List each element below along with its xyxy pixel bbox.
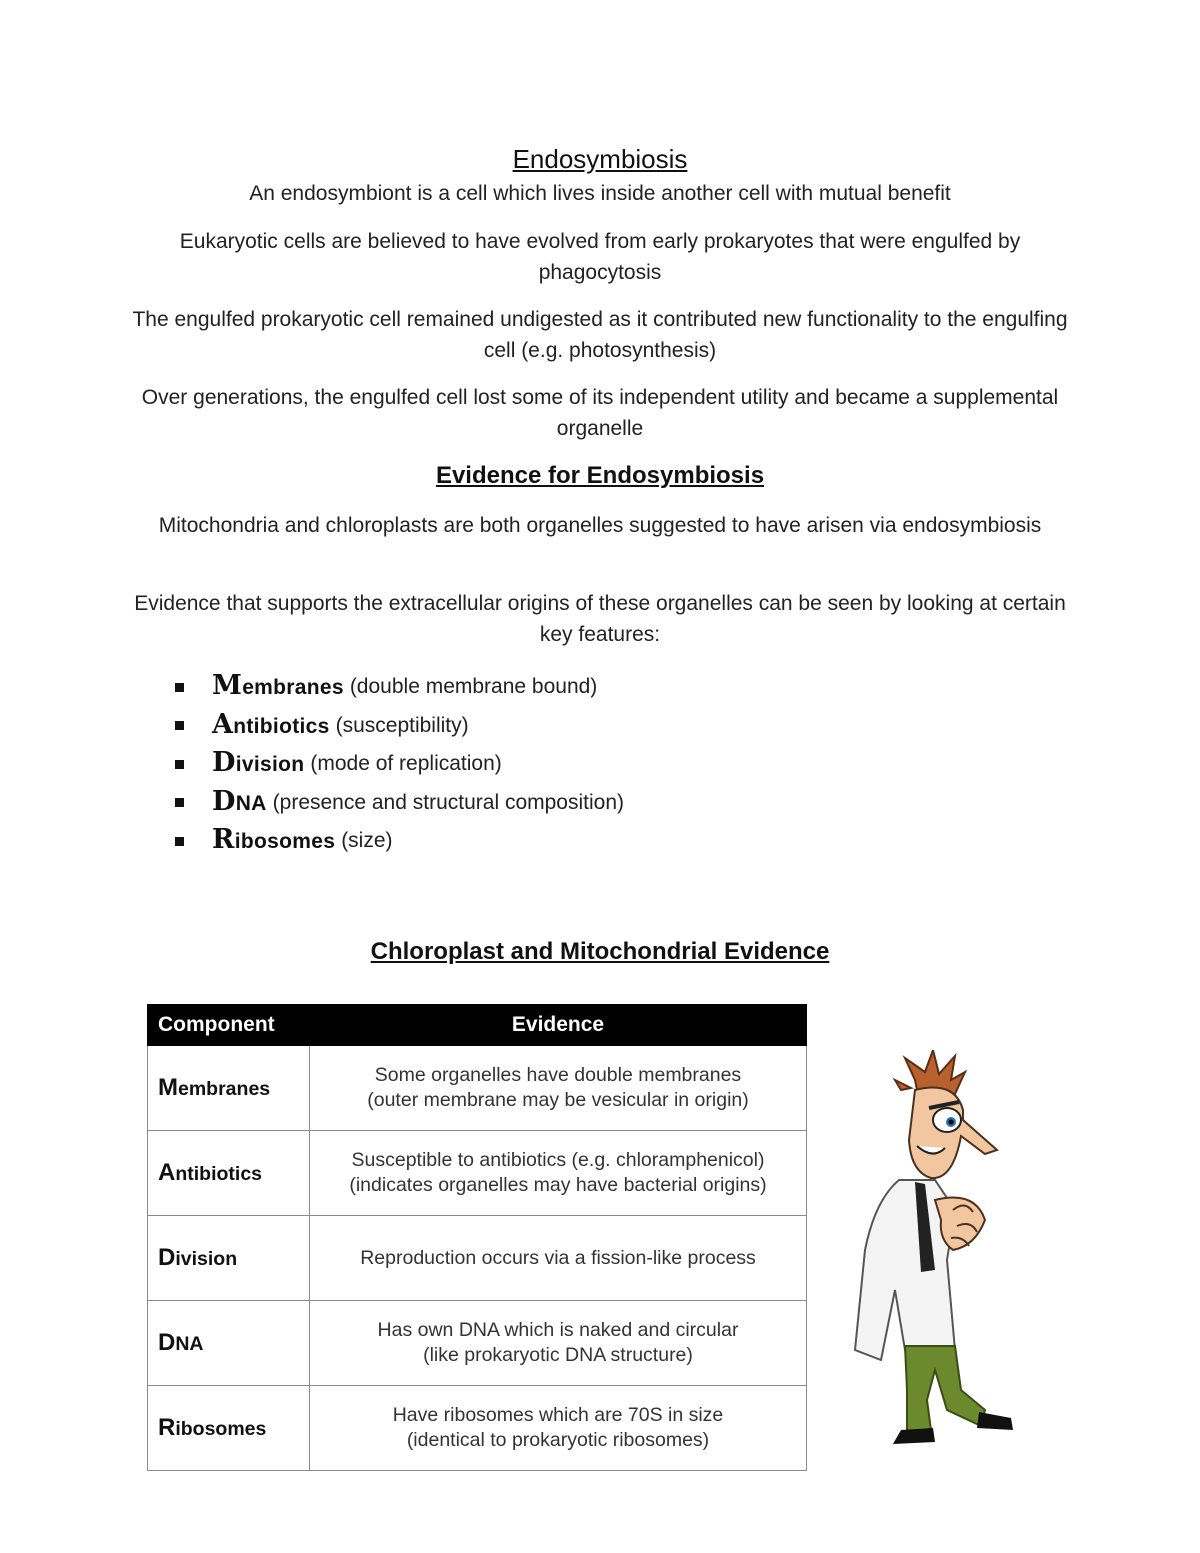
evidence-table [147, 1004, 807, 1471]
intro-paragraph: The engulfed prokaryotic cell remained undigested as it contributed new functionality to the engulfing cell (e.g. photosynthesis) [132, 308, 1068, 362]
feature-item [175, 707, 624, 746]
cartoon-scientist-illustration [835, 1050, 1035, 1450]
evidence-paragraph: Mitochondria and chloroplasts are both organelles suggested to have arisen via endosymbiosis [158, 514, 1042, 537]
evidence-cell: Reproduction occurs via a fission-like process [310, 1216, 807, 1301]
evidence-cell: Susceptible to antibiotics (e.g. chloramphenicol) (indicates organelles may have bacterial origins) [310, 1131, 807, 1216]
feature-description: (presence and structural composition) [272, 790, 624, 814]
component-cell: DNA [148, 1301, 310, 1386]
feature-keyword: Ribosomes [212, 824, 336, 856]
component-cell: Antibiotics [148, 1131, 310, 1216]
table-row [148, 1301, 807, 1386]
intro-paragraph: Over generations, the engulfed cell lost some of its independent utility and became a supplemental organelle [141, 386, 1059, 440]
feature-description: (size) [341, 829, 393, 853]
column-header-component: Component [148, 1005, 310, 1046]
evidence-cell: Has own DNA which is naked and circular (like prokaryotic DNA structure) [310, 1301, 807, 1386]
table-row [148, 1046, 807, 1131]
feature-list [175, 668, 624, 861]
feature-item [175, 745, 624, 784]
bullet-icon [175, 837, 184, 846]
bullet-icon [175, 683, 184, 692]
evidence-heading: Evidence for Endosymbiosis [435, 462, 765, 489]
feature-description: (susceptibility) [335, 713, 469, 737]
feature-keyword: Antibiotics [212, 708, 330, 740]
page-title: Endosymbiosis [512, 144, 688, 174]
evidence-paragraph: Evidence that supports the extracellular origins of these organelles can be seen by looking at certain key features: [134, 592, 1066, 646]
table-row [148, 1386, 807, 1471]
table-row [148, 1216, 807, 1301]
feature-item [175, 784, 624, 823]
feature-keyword: Membranes [212, 670, 344, 702]
feature-item [175, 822, 624, 861]
feature-description: (double membrane bound) [349, 675, 598, 699]
table-heading: Chloroplast and Mitochondrial Evidence [370, 938, 830, 965]
intro-paragraph: Eukaryotic cells are believed to have evolved from early prokaryotes that were engulfed by phagocytosis [179, 230, 1021, 284]
bullet-icon [175, 721, 184, 730]
evidence-cell: Have ribosomes which are 70S in size (identical to prokaryotic ribosomes) [310, 1386, 807, 1471]
component-cell: Membranes [148, 1046, 310, 1131]
feature-keyword: Division [212, 747, 305, 779]
component-cell: Division [148, 1216, 310, 1301]
feature-description: (mode of replication) [310, 752, 502, 776]
column-header-evidence: Evidence [310, 1005, 807, 1046]
bullet-icon [175, 798, 184, 807]
evidence-cell: Some organelles have double membranes (outer membrane may be vesicular in origin) [310, 1046, 807, 1131]
bullet-icon [175, 760, 184, 769]
table-row [148, 1131, 807, 1216]
table-header-row [148, 1005, 807, 1046]
component-cell: Ribosomes [148, 1386, 310, 1471]
feature-item [175, 668, 624, 707]
feature-keyword: DNA [212, 785, 267, 817]
intro-paragraph: An endosymbiont is a cell which lives inside another cell with mutual benefit [249, 182, 951, 205]
